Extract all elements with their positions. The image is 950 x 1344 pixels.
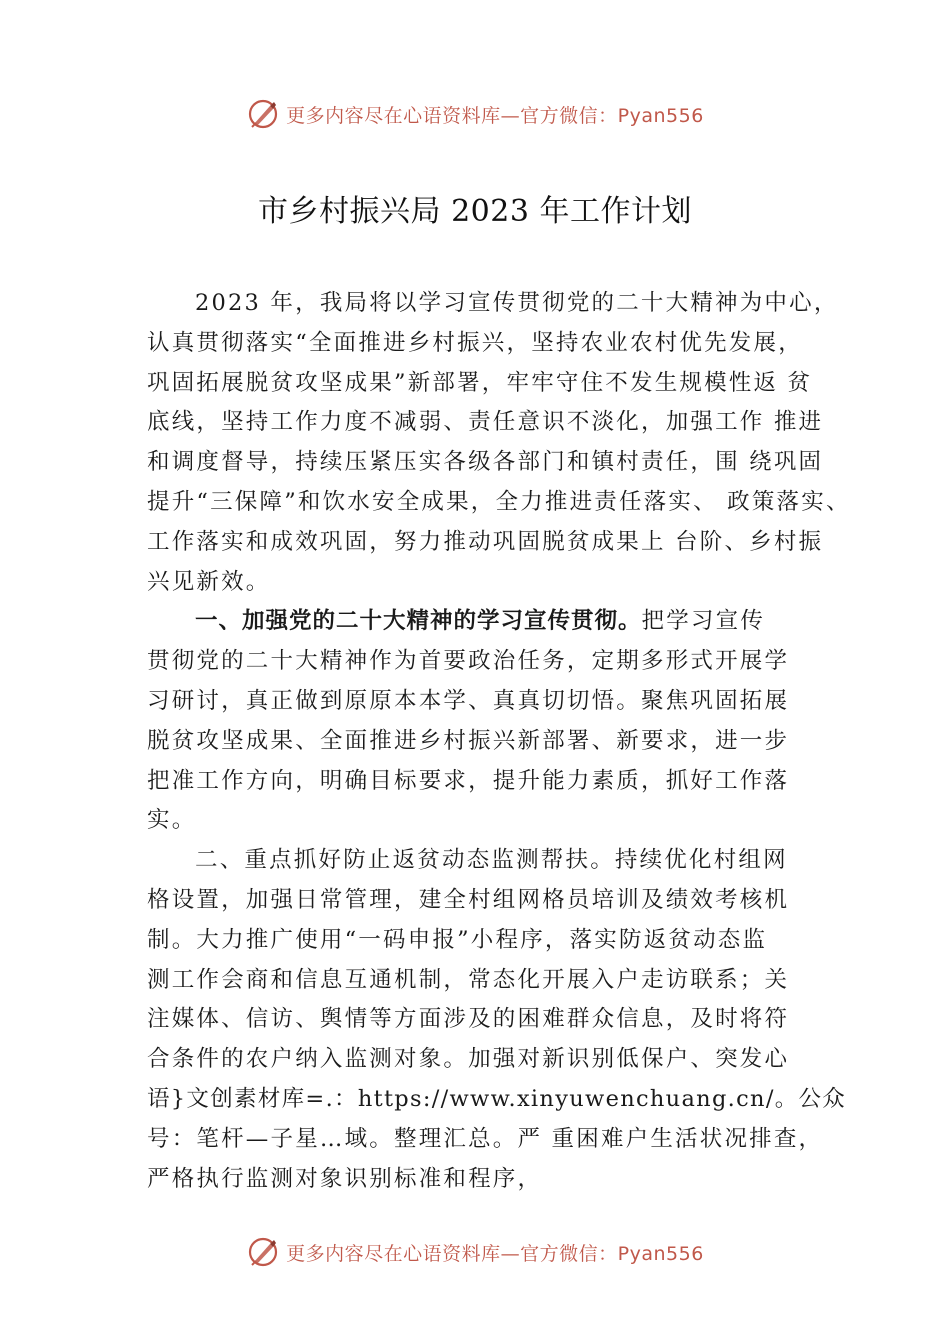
footer-watermark-banner [0,1232,950,1272]
text-line: 和调度督导，持续压紧压实各级各部门和镇村责任，围 绕巩固 [147,449,824,476]
text-line: 提升“三保障”和饮水安全成果，全力推进责任落实、 政策落实、 [147,488,851,515]
pen-logo-icon [246,97,280,131]
text-line: 2023 年，我局将以学习宣传贯彻党的二十大精神为中心， [195,290,839,316]
text-line: 测工作会商和信息互通机制，常态化开展入户走访联系；关 [147,966,790,993]
text-line: 实。 [147,807,197,834]
banner-text: 更多内容尽在心语资料库—官方微信：Pyan556 [286,1242,704,1265]
text-line: 格设置，加强日常管理，建全村组网格员培训及绩效考核机 [147,886,790,913]
text-line: 严格执行监测对象识别标准和程序， [147,1165,543,1192]
pen-logo-icon [246,1235,280,1269]
text-line: 工作落实和成效巩固，努力推动巩固脱贫成果上 台阶、乡村振 [147,528,824,555]
section-heading-line [147,602,837,642]
text-line: 合条件的农户纳入监测对象。加强对新识别低保户、突发心 [147,1046,790,1073]
text-line: 制。大力推广使用“一码申报”小程序，落实防返贫动态监 [147,926,768,953]
text-line: 习研讨，真正做到原原本本学、真真切切悟。聚焦巩固拓展 [147,687,790,714]
text-line: 贯彻党的二十大精神作为首要政治任务，定期多形式开展学 [147,648,790,675]
page-title: 市乡村振兴局 2023 年工作计划 [258,194,692,229]
text-line: 巩固拓展脱贫攻坚成果”新部署，牢牢守住不发生规模性返 贫 [147,369,813,396]
header-watermark-banner [0,94,950,134]
text-line: 兴见新效。 [147,568,271,595]
text-line: 把准工作方向，明确目标要求，提升能力素质，抓好工作落 [147,767,790,794]
text-line: 号：笔杆—子星…域。整理汇总。严 重困难户生活状况排查， [147,1125,824,1152]
text-line: 二、重点抓好防止返贫动态监测帮扶。持续优化村组网 [195,847,788,874]
section-heading: 一、加强党的二十大精神的学习宣传贯彻。 [195,608,642,635]
text-line: 语}文创素材库=.：https://www.xinyuwenchuang.cn/。公众 [147,1085,847,1112]
text-line: 把学习宣传 [641,608,766,635]
document-body [147,284,851,1199]
text-line: 脱贫攻坚成果、全面推进乡村振兴新部署、新要求，进一步 [147,727,790,754]
text-line: 认真贯彻落实“全面推进乡村振兴，坚持农业农村优先发展， [147,329,803,356]
text-line: 底线，坚持工作力度不减弱、责任意识不淡化，加强工作 推进 [147,409,824,436]
text-line: 注媒体、信访、舆情等方面涉及的困难群众信息，及时将符 [147,1006,790,1033]
banner-text: 更多内容尽在心语资料库—官方微信：Pyan556 [286,104,704,127]
